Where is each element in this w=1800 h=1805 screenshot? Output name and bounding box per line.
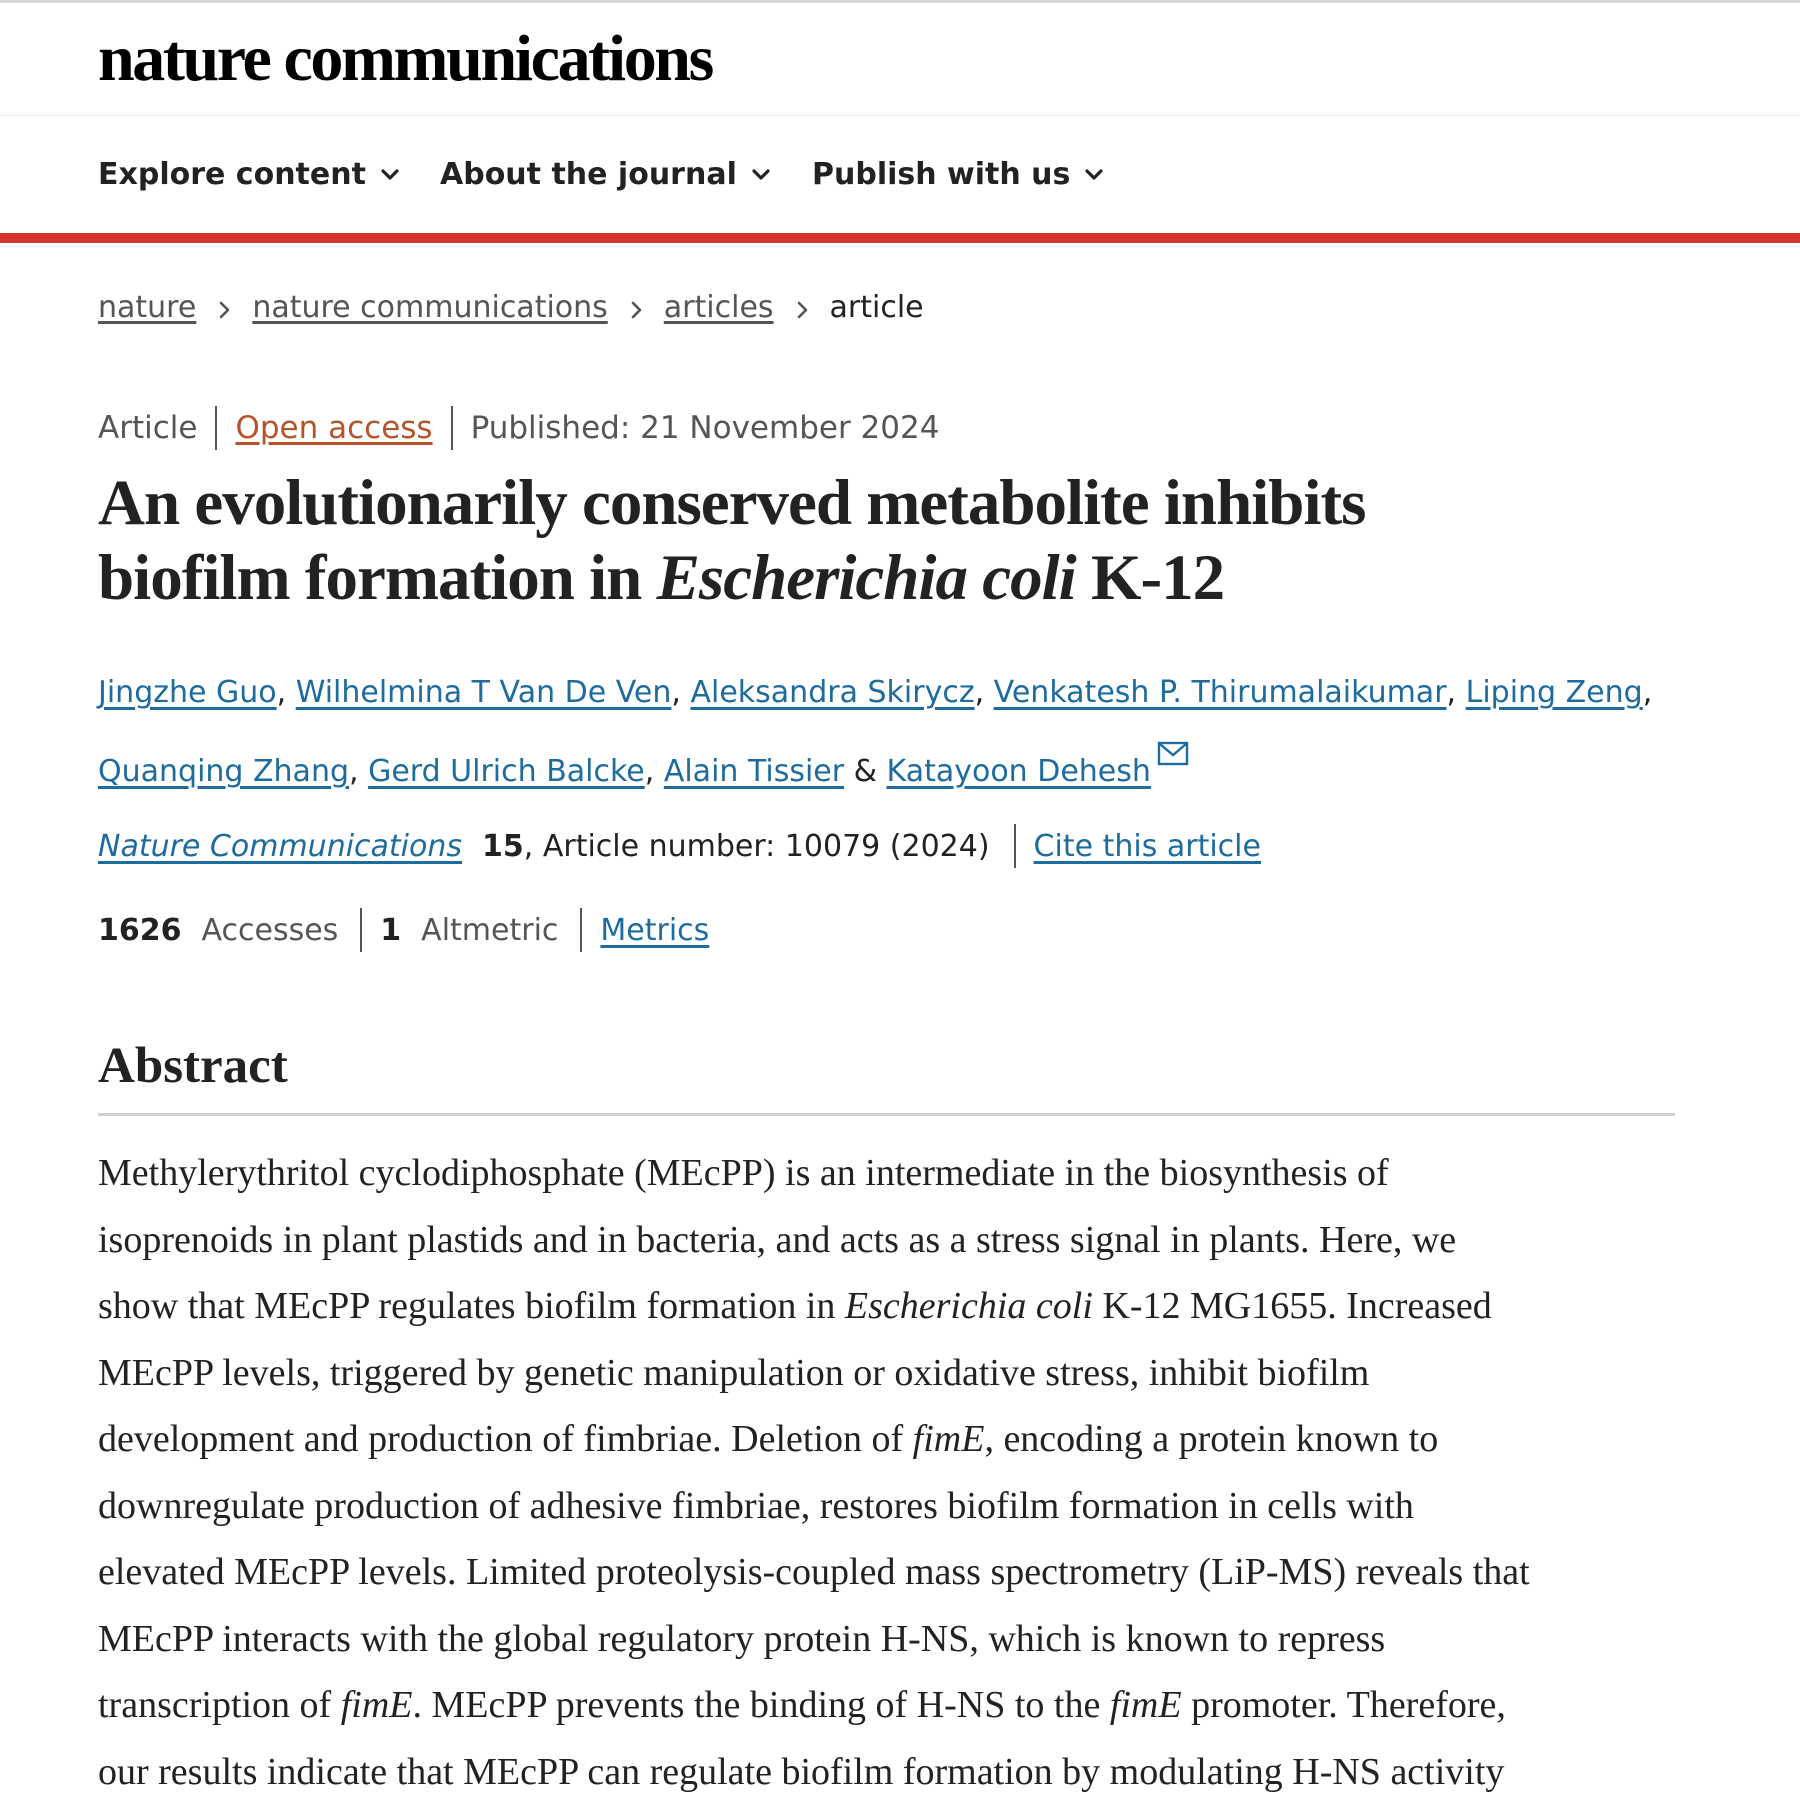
breadcrumb-link-nature-communications[interactable]: nature communications bbox=[252, 289, 608, 325]
abstract-line: our results indicate that MEcPP can regulate biofilm formation by modulating H-NS activity bbox=[98, 1750, 1505, 1793]
author-separator: , bbox=[671, 675, 691, 710]
mail-icon[interactable] bbox=[1157, 725, 1189, 751]
title-species: Escherichia coli bbox=[656, 542, 1076, 614]
nav-accent-bar bbox=[0, 233, 1800, 243]
abstract-italic-species: Escherichia coli bbox=[844, 1285, 1093, 1327]
title-line-2-suffix: K-12 bbox=[1075, 542, 1225, 614]
author-link[interactable]: Katayoon Dehesh bbox=[886, 754, 1151, 789]
abstract-italic-gene: fimE bbox=[340, 1684, 413, 1726]
author-link[interactable]: Liping Zeng bbox=[1465, 675, 1643, 710]
author-link[interactable]: Quanqing Zhang bbox=[98, 754, 350, 789]
abstract-line: isoprenoids in plant plastids and in bacteria, and acts as a stress signal in plants. Here, we bbox=[98, 1218, 1457, 1261]
cite-this-article-link[interactable]: Cite this article bbox=[1033, 828, 1261, 864]
altmetric-count: 1 bbox=[380, 912, 402, 948]
chevron-right-icon bbox=[774, 292, 830, 322]
author-separator: , bbox=[276, 675, 296, 710]
abstract-italic-gene: fimE bbox=[1109, 1684, 1182, 1726]
main-nav bbox=[0, 117, 1800, 233]
chevron-down-icon bbox=[751, 165, 771, 185]
abstract-text-segment: development and production of fimbriae. Deletion of bbox=[98, 1418, 913, 1460]
article-type: Article bbox=[98, 410, 198, 446]
breadcrumb-link-nature[interactable]: nature bbox=[98, 289, 197, 325]
abstract-text-segment: . MEcPP prevents the binding of H-NS to the bbox=[412, 1684, 1110, 1726]
abstract-body bbox=[98, 1140, 1698, 1805]
breadcrumb bbox=[98, 287, 924, 327]
article-number: , Article number: 10079 (2024) bbox=[523, 828, 990, 864]
abstract-heading: Abstract bbox=[98, 1038, 288, 1094]
author-separator: & bbox=[844, 754, 887, 789]
author-list bbox=[98, 660, 1738, 804]
abstract-line bbox=[98, 1273, 1698, 1340]
author-link[interactable]: Gerd Ulrich Balcke bbox=[368, 754, 645, 789]
citation-divider bbox=[1014, 824, 1016, 868]
abstract-text-segment: promoter. Therefore, bbox=[1181, 1684, 1506, 1726]
chevron-right-icon bbox=[196, 292, 252, 322]
author-link[interactable]: Jingzhe Guo bbox=[98, 675, 277, 710]
abstract-text-segment: K-12 MG1655. Increased bbox=[1092, 1285, 1492, 1327]
author-separator: , bbox=[1642, 675, 1653, 710]
journal-logo[interactable]: nature communications bbox=[98, 22, 712, 95]
title-line-2-prefix: biofilm formation in bbox=[98, 542, 657, 614]
nav-about-the-journal[interactable] bbox=[440, 157, 771, 193]
article-title bbox=[98, 466, 1698, 616]
metrics-link[interactable]: Metrics bbox=[600, 912, 710, 948]
chevron-down-icon bbox=[1084, 165, 1104, 185]
meta-divider bbox=[451, 406, 453, 450]
abstract-divider bbox=[98, 1113, 1675, 1116]
abstract-line: downregulate production of adhesive fimbriae, restores biofilm formation in cells with bbox=[98, 1484, 1414, 1527]
metrics-divider bbox=[580, 908, 582, 952]
author-separator: , bbox=[644, 754, 664, 789]
article-meta bbox=[98, 405, 939, 451]
abstract-line bbox=[98, 1406, 1698, 1473]
breadcrumb-link-articles[interactable]: articles bbox=[663, 289, 774, 325]
breadcrumb-current: article bbox=[829, 289, 924, 325]
author-link[interactable]: Aleksandra Skirycz bbox=[690, 675, 975, 710]
metrics-divider bbox=[360, 908, 362, 952]
nav-publish-with-us-label: Publish with us bbox=[812, 157, 1071, 192]
site-header bbox=[0, 3, 1800, 116]
abstract-line: elevated MEcPP levels. Limited proteolysis-coupled mass spectrometry (LiP-MS) reveals that bbox=[98, 1551, 1530, 1593]
article-metrics bbox=[98, 906, 709, 954]
meta-divider bbox=[215, 406, 217, 450]
author-link[interactable]: Wilhelmina T Van De Ven bbox=[295, 675, 672, 710]
accesses-count: 1626 bbox=[98, 912, 182, 948]
author-separator: , bbox=[349, 754, 369, 789]
abstract-line: MEcPP interacts with the global regulatory protein H-NS, which is known to repress bbox=[98, 1617, 1386, 1660]
journal-link[interactable]: Nature Communications bbox=[98, 828, 463, 864]
title-line-1: An evolutionarily conserved metabolite inhibits bbox=[98, 467, 1366, 539]
nav-explore-content-label: Explore content bbox=[98, 157, 366, 192]
chevron-right-icon bbox=[608, 292, 664, 322]
nav-publish-with-us[interactable] bbox=[812, 157, 1104, 193]
accesses-label: Accesses bbox=[201, 912, 339, 948]
author-separator: , bbox=[974, 675, 994, 710]
abstract-italic-gene: fimE bbox=[912, 1418, 985, 1460]
author-link[interactable]: Alain Tissier bbox=[663, 754, 845, 789]
abstract-line: MEcPP levels, triggered by genetic manipulation or oxidative stress, inhibit biofilm bbox=[98, 1351, 1370, 1394]
author-link[interactable]: Venkatesh P. Thirumalaikumar bbox=[993, 675, 1447, 710]
citation-line bbox=[98, 822, 1261, 870]
chevron-down-icon bbox=[380, 165, 400, 185]
abstract-line bbox=[98, 1672, 1698, 1739]
abstract-text-segment: transcription of bbox=[98, 1684, 341, 1726]
open-access-link[interactable]: Open access bbox=[235, 410, 433, 446]
author-separator: , bbox=[1446, 675, 1466, 710]
abstract-line: Methylerythritol cyclodiphosphate (MEcPP) is an intermediate in the biosynthesis of bbox=[98, 1152, 1389, 1194]
published-date: Published: 21 November 2024 bbox=[470, 410, 940, 446]
abstract-text-segment: show that MEcPP regulates biofilm formation in bbox=[98, 1285, 845, 1327]
nav-explore-content[interactable] bbox=[98, 157, 400, 193]
altmetric-label: Altmetric bbox=[421, 912, 559, 948]
abstract-text-segment: , encoding a protein known to bbox=[984, 1418, 1439, 1460]
volume-number: 15 bbox=[482, 828, 524, 864]
nav-about-the-journal-label: About the journal bbox=[440, 157, 737, 192]
